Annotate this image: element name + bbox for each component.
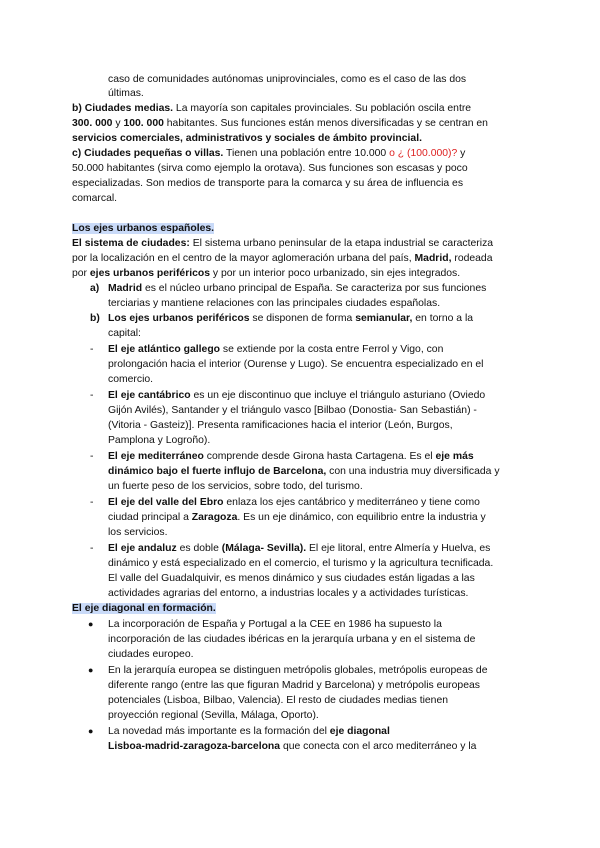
sistema-line-2	[72, 252, 493, 265]
ebro-text-2c: . Es un eje dinámico, con equilibrio entre la industria y	[237, 512, 486, 523]
sistema-line-3	[72, 267, 460, 280]
pequenas-line-3: especializadas. Son medios de transporte para la comarca y su área de influencia es	[72, 178, 464, 189]
list-marker-a: a)	[90, 283, 100, 294]
list-marker-b: b)	[90, 313, 100, 324]
mediterraneo-line-1	[108, 450, 474, 463]
intro-line-1: caso de comunidades autónomas uniprovinciales, como es el caso de las dos	[108, 74, 467, 85]
atlantico-label: El eje atlántico gallego	[108, 344, 221, 355]
ebro-line-2	[108, 511, 486, 524]
cantabrico-line-1	[108, 389, 485, 402]
pequenas-red-note: o ¿ (100.000)?	[389, 148, 458, 159]
sistema-text-3c: y por un interior poco urbanizado, sin ejes integrados.	[210, 268, 461, 279]
cantabrico-line-4: Pamplona y Logroño).	[108, 435, 211, 446]
pequenas-line-2: 50.000 habitantes (sirva como ejemplo la orotava). Sus funciones son escasas y poco	[72, 163, 468, 174]
diagonal-p3-text-2a: Lisboa-madrid-zaragoza-barcelona	[108, 741, 281, 752]
diagonal-heading	[72, 602, 216, 615]
perifericos-label: Los ejes urbanos periféricos	[108, 313, 250, 324]
sistema-text-2c: rodeada	[451, 253, 493, 264]
andaluz-line-3: El valle del Guadalquivir, es menos dinámico y sus ciudades están ligadas a las	[108, 573, 475, 584]
diagonal-p1-line-3: ciudades europeo.	[108, 649, 194, 660]
sistema-text-2a: por la localización en el centro de la mayor aglomeración urbana del país,	[72, 253, 415, 264]
medias-text-3: habitantes. Sus funciones están menos diversificadas y se centran en	[163, 118, 488, 129]
mediterraneo-line-2	[108, 465, 500, 478]
ebro-label: El eje del valle del Ebro	[108, 497, 224, 508]
diagonal-p2-line-2: diferente rango (entre las que figuran Madrid y Barcelona) y metrópolis europeas	[108, 680, 480, 691]
cantabrico-line-2: Gijón Avilés), Santander y el triángulo vasco [Bilbao (Donostia- San Sebastián) -	[108, 405, 477, 416]
diagonal-heading-text: El eje diagonal en formación.	[72, 603, 216, 614]
pequenas-text-1: Tienen una población entre 10.000	[223, 148, 390, 159]
andaluz-text-1: es doble	[176, 543, 222, 554]
diagonal-p2-line-3: potenciales (Lisboa, Bilbao, Valencia). El resto de ciudades medias tienen	[108, 695, 449, 706]
sistema-text-3a: por	[72, 268, 90, 279]
atlantico-line-2: prolongación hacia el interior (Ourense y Lugo). Se encuentra especializado en el	[108, 359, 484, 370]
medias-number-2: 100. 000	[123, 118, 164, 129]
andaluz-bold-2: (Málaga- Sevilla).	[221, 543, 307, 554]
medias-line-3: servicios comerciales, administrativos y sociales de ámbito provincial.	[72, 133, 422, 144]
perifericos-line-2: capital:	[108, 328, 141, 339]
perifericos-text-2: en torno a la	[412, 313, 474, 324]
diagonal-p2-line-4: proyección regional (Sevilla, Málaga, Oporto).	[108, 710, 319, 721]
madrid-line-1	[108, 282, 486, 295]
dash-marker: -	[90, 497, 94, 508]
medias-number-1: 300. 000	[72, 118, 113, 129]
medias-text-2: y	[112, 118, 124, 129]
ebro-line-1	[108, 496, 480, 509]
ebro-text-2a: ciudad principal a	[108, 512, 192, 523]
pequenas-line-4: comarcal.	[72, 193, 118, 204]
cantabrico-label: El eje cantábrico	[108, 390, 191, 401]
madrid-text-1: es el núcleo urbano principal de España. Se caracteriza por sus funciones	[142, 283, 487, 294]
mediterraneo-text-2: con una industria muy diversificada y	[326, 466, 500, 477]
andaluz-line-1	[108, 542, 490, 555]
diagonal-p3-line-2	[108, 740, 476, 753]
atlantico-text-1: se extiende por la costa entre Ferrol y Vigo, con	[220, 344, 444, 355]
sistema-text-3b: ejes urbanos periféricos	[89, 268, 211, 279]
andaluz-line-4: actividades agrarias del entorno, a industrias locales y a actividades turísticas.	[108, 588, 469, 599]
medias-label: b) Ciudades medias.	[72, 103, 174, 114]
dash-marker: -	[90, 543, 94, 554]
ebro-text-2b: Zaragoza	[191, 512, 238, 523]
diagonal-p3-text-1a: La novedad más importante es la formación del	[108, 726, 330, 737]
atlantico-line-1	[108, 343, 443, 356]
intro-line-2: últimas.	[108, 88, 144, 99]
ebro-text-1: enlaza los ejes cantábrico y mediterráneo y tiene como	[223, 497, 480, 508]
perifericos-bold-2: semianular,	[355, 313, 413, 324]
sistema-text-1: El sistema urbano peninsular de la etapa industrial se caracteriza	[189, 238, 494, 249]
diagonal-p3-line-1	[108, 725, 390, 738]
medias-line-1	[72, 102, 471, 115]
bullet-marker: ●	[88, 726, 94, 736]
diagonal-p3-text-1b: eje diagonal	[329, 726, 390, 737]
cantabrico-text-1: es un eje discontinuo que incluye el triángulo asturiano (Oviedo	[190, 390, 486, 401]
mediterraneo-bold-3: dinámico bajo el fuerte influjo de Barcelona,	[108, 466, 327, 477]
perifericos-line-1	[108, 312, 473, 325]
andaluz-line-2: dinámico y está especializado en el comercio, el turismo y la agricultura tecnificada.	[108, 558, 494, 569]
madrid-label: Madrid	[108, 283, 143, 294]
pequenas-line-1	[72, 147, 465, 160]
perifericos-text-1: se disponen de forma	[249, 313, 356, 324]
diagonal-p3-text-2b: que conecta con el arco mediterráneo y la	[280, 741, 477, 752]
ejes-heading-text: Los ejes urbanos españoles.	[72, 223, 215, 234]
pequenas-label: c) Ciudades pequeñas o villas.	[72, 148, 224, 159]
dash-marker: -	[90, 344, 94, 355]
mediterraneo-text-1: comprende desde Girona hasta Cartagena. Es el	[203, 451, 436, 462]
pequenas-text-2: y	[457, 148, 466, 159]
madrid-line-2: terciarias y mantiene relaciones con las principales ciudades españolas.	[108, 298, 441, 309]
bullet-marker: ●	[88, 665, 94, 675]
sistema-text-2b: Madrid,	[414, 253, 452, 264]
diagonal-p1-line-1: La incorporación de España y Portugal a la CEE en 1986 ha supuesto la	[108, 619, 442, 630]
sistema-label: El sistema de ciudades:	[72, 238, 190, 249]
mediterraneo-label: El eje mediterráneo	[108, 451, 204, 462]
andaluz-text-2: El eje litoral, entre Almería y Huelva, es	[306, 543, 491, 554]
mediterraneo-bold-2: eje más	[435, 451, 474, 462]
ebro-line-3: los servicios.	[108, 527, 168, 538]
diagonal-p2-line-1: En la jerarquía europea se distinguen metrópolis globales, metrópolis europeas de	[108, 665, 488, 676]
sistema-line-1	[72, 237, 493, 250]
diagonal-p1-line-2: incorporación de las ciudades ibéricas en la jerarquía urbana y en el sistema de	[108, 634, 476, 645]
ejes-heading	[72, 222, 214, 235]
andaluz-label: El eje andaluz	[108, 543, 177, 554]
medias-line-2	[72, 117, 488, 130]
cantabrico-line-3: (Vitoria - Gasteiz)]. Presenta ramificaciones hacia el interior (León, Burgos,	[108, 420, 453, 431]
bullet-marker: ●	[88, 619, 94, 629]
medias-text-1: La mayoría son capitales provinciales. Su población oscila entre	[173, 103, 472, 114]
dash-marker: -	[90, 390, 94, 401]
mediterraneo-line-3: un fuerte peso de los servicios, sobre todo, del turismo.	[108, 481, 363, 492]
dash-marker: -	[90, 451, 94, 462]
atlantico-line-3: comercio.	[108, 374, 154, 385]
